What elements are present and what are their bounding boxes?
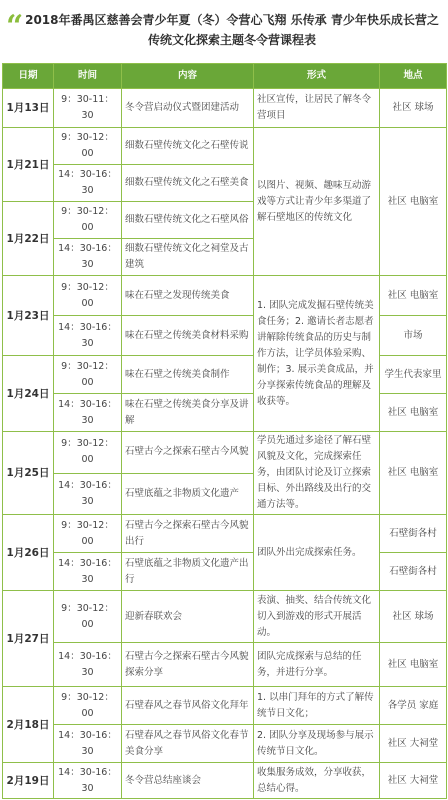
content-cell: 细数石壁传统文化之石壁美食 [122,165,254,202]
content-cell: 石壁春风之春节风俗文化拜年 [122,687,254,725]
time-cell: 9：30-12：00 [54,591,122,643]
date-cell: 1月27日 [3,591,54,687]
place-cell: 社区 电脑室 [380,276,447,316]
table-header-row [3,64,447,89]
table-row [3,643,447,687]
date-cell: 1月24日 [3,356,54,432]
column-header: 形式 [254,64,380,89]
content-cell: 石壁底蕴之非物质文化遗产 [122,473,254,515]
time-cell: 9：30-12：00 [54,202,122,239]
time-cell: 14：30-16：30 [54,643,122,687]
time-cell: 9：30-12：00 [54,515,122,553]
time-cell: 9：30-12：00 [54,687,122,725]
place-cell: 各学员 家庭 [380,687,447,725]
table-row [3,356,447,394]
content-cell: 味在石壁之发现传统美食 [122,276,254,316]
column-header: 日期 [3,64,54,89]
time-cell: 14：30-16：30 [54,725,122,763]
form-cell: 社区宣传，让居民了解冬令营项目 [254,89,380,128]
table-row [3,316,447,356]
time-cell: 9：30-12：00 [54,128,122,165]
form-cell: 2. 团队分享及现场参与展示传统节日文化。 [254,725,380,763]
time-cell: 9：30-12：00 [54,356,122,394]
table-row [3,128,447,165]
page-title: 2018年番禺区慈善会青少年夏（冬）令营心飞翔 乐传承 青少年快乐成长营之传统文化探索主题冬令营课程表 [25,13,439,47]
place-cell: 社区 电脑室 [380,394,447,432]
place-cell: 社区 电脑室 [380,128,447,276]
form-cell: 学员先通过多途径了解石壁风貌及文化，完成探索任务，由团队讨论及订立探索目标、外出路线及出行的交通方法等。 [254,432,380,515]
place-cell: 社区 球场 [380,591,447,643]
date-cell: 1月25日 [3,432,54,515]
time-cell: 14：30-16：30 [54,763,122,799]
table-row [3,394,447,432]
schedule-table [2,63,447,799]
time-cell: 9：30-12：00 [54,432,122,474]
table-row [3,687,447,725]
place-cell: 社区 电脑室 [380,432,447,515]
place-cell: 社区 大祠堂 [380,763,447,799]
time-cell: 14：30-16：30 [54,394,122,432]
date-cell: 1月21日 [3,128,54,202]
content-cell: 石壁底蕴之非物质文化遗产出行 [122,553,254,591]
date-cell: 1月22日 [3,202,54,276]
place-cell: 社区 大祠堂 [380,725,447,763]
form-cell: 以图片、视频、趣味互动游戏等方式让青少年多渠道了解石壁地区的传统文化 [254,128,380,276]
content-cell: 石壁古今之探索石壁古今风貌探索分享 [122,643,254,687]
table-row [3,432,447,474]
place-cell: 学生代表家里 [380,356,447,394]
form-cell: 表演、抽奖、结合传统文化切入到游戏的形式开展活动。 [254,591,380,643]
form-cell: 收集服务成效，分享收获，总结心得。 [254,763,380,799]
time-cell: 14：30-16：30 [54,316,122,356]
place-cell: 市场 [380,316,447,356]
quote-mark-icon: “ [6,9,24,44]
content-cell: 石壁古今之探索石壁古今风貌 [122,432,254,474]
content-cell: 冬令营总结座谈会 [122,763,254,799]
column-header: 时间 [54,64,122,89]
table-row [3,515,447,553]
time-cell: 14：30-16：30 [54,473,122,515]
content-cell: 味在石壁之传统美食分享及讲解 [122,394,254,432]
time-cell: 14：30-16：30 [54,239,122,276]
content-cell: 细数石壁传统文化之石壁传说 [122,128,254,165]
time-cell: 14：30-16：30 [54,553,122,591]
content-cell: 细数石壁传统文化之祠堂及古建筑 [122,239,254,276]
time-cell: 14：30-16：30 [54,165,122,202]
place-cell: 社区 电脑室 [380,643,447,687]
table-row [3,276,447,316]
table-row [3,591,447,643]
column-header: 地点 [380,64,447,89]
date-cell: 1月23日 [3,276,54,356]
place-cell: 石壁街各村 [380,515,447,553]
time-cell: 9：30-11：30 [54,89,122,128]
content-cell: 冬令营启动仪式暨团建活动 [122,89,254,128]
form-cell: 团队外出完成探索任务。 [254,515,380,591]
date-cell: 1月13日 [3,89,54,128]
content-cell: 石壁春风之春节风俗文化春节美食分享 [122,725,254,763]
content-cell: 细数石壁传统文化之石壁风俗 [122,202,254,239]
date-cell: 2月18日 [3,687,54,763]
content-cell: 石壁古今之探索石壁古今风貌出行 [122,515,254,553]
table-row [3,763,447,799]
table-row [3,725,447,763]
form-cell: 团队完成探索与总结的任务，并进行分享。 [254,643,380,687]
header [0,0,448,62]
content-cell: 味在石壁之传统美食制作 [122,356,254,394]
date-cell: 2月19日 [3,763,54,799]
column-header: 内容 [122,64,254,89]
table-row [3,553,447,591]
date-cell: 1月26日 [3,515,54,591]
content-cell: 味在石壁之传统美食材料采购 [122,316,254,356]
form-cell: 1. 团队完成发掘石壁传统美食任务；2. 邀请长者志愿者讲解除传统食品的历史与制作方法，让学员体验采购、制作；3. 展示美食成品，并分享探索传统食品的理解及收获等。 [254,276,380,432]
place-cell: 社区 球场 [380,89,447,128]
table-row [3,89,447,128]
place-cell: 石壁街各村 [380,553,447,591]
content-cell: 迎新春联欢会 [122,591,254,643]
time-cell: 9：30-12：00 [54,276,122,316]
form-cell: 1. 以串门拜年的方式了解传统节日文化； [254,687,380,725]
